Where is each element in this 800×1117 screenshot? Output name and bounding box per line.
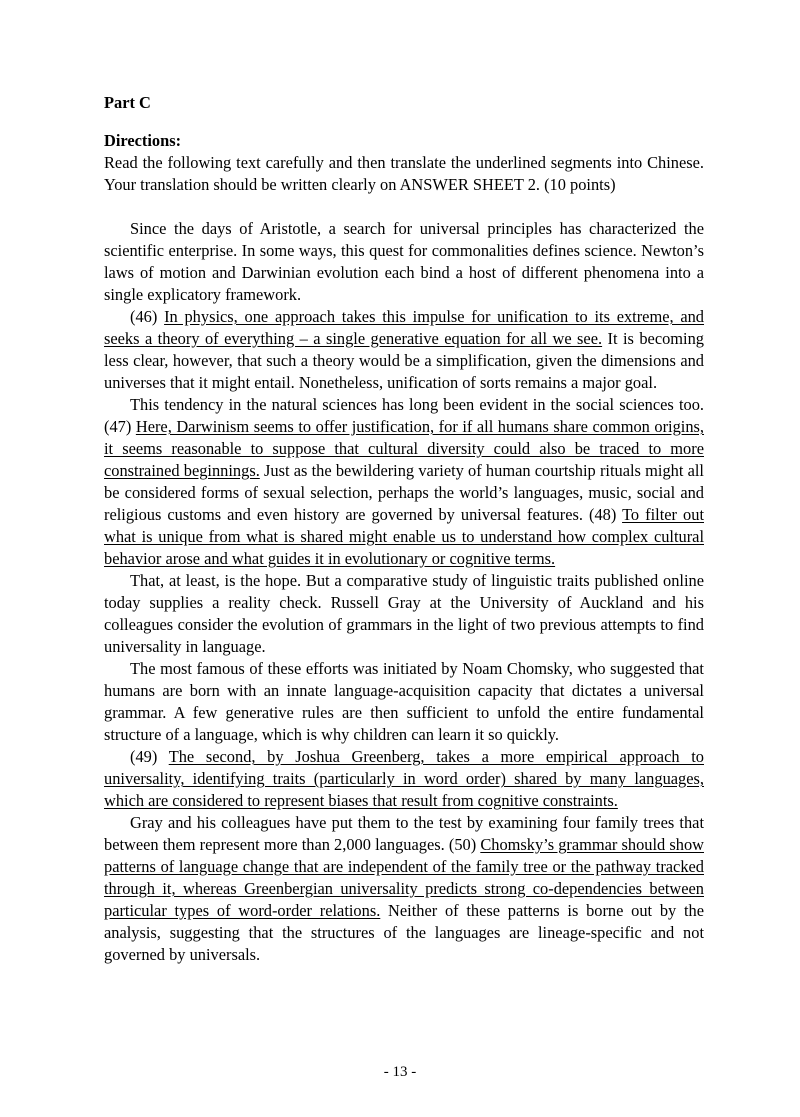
- paragraph-5: The most famous of these efforts was initiated by Noam Chomsky, who suggested that humans are born with an innate language-acquisition capacity that dictates a universal grammar. A few generative rules are then sufficient to unfold the entire fundamental structure of a language, which is why children can learn it so quickly.: [104, 659, 704, 744]
- underlined-segment-47: Here, Darwinism seems to offer justification, for if all humans share common origins, it seems reasonable to suppose that cultural diversity could also be traced to more constrained beginnings.: [104, 417, 705, 480]
- paragraph-47-48: [104, 394, 704, 570]
- paragraph-50-rest: Neither of these patterns is borne out by the analysis, suggesting that the structures of the languages are lineage-specific and not governed by universals.: [104, 901, 704, 964]
- paragraph-47-intro: This tendency in the natural sciences has long been evident in the social sciences too. (47): [104, 395, 704, 436]
- paragraph-1: Since the days of Aristotle, a search for universal principles has characterized the scientific enterprise. In some ways, this quest for commonalities defines science. Newton’s laws of motion and Darwinian evolution each bind a host of different phenomena into a single explicatory framework.: [104, 219, 704, 304]
- paragraph-46-rest: It is becoming less clear, however, that such a theory would be a simplification, given the dimensions and universes that it might entail. Nonetheless, unification of sorts remains a major goal.: [104, 329, 704, 392]
- document-page: [104, 92, 704, 966]
- paragraph-4: That, at least, is the hope. But a comparative study of linguistic traits published online today supplies a reality check. Russell Gray at the University of Auckland and his colleagues consider the evolution of grammars in the light of two previous attempts to find universality in language.: [104, 571, 704, 656]
- paragraph-48-intro: Just as the bewildering variety of human courtship rituals might all be considered forms of sexual selection, perhaps the world’s languages, music, social and religious customs and even history are governed by universal features. (48): [104, 461, 704, 524]
- underlined-segment-46: In physics, one approach takes this impulse for unification to its extreme, and seeks a theory of everything – a single generative equation for all we see.: [104, 307, 705, 348]
- underlined-segment-49: The second, by Joshua Greenberg, takes a more empirical approach to universality, identifying traits (particularly in word order) shared by many languages, which are considered to represent biases that result from cognitive constraints.: [104, 747, 704, 810]
- paragraph-50-intro: Gray and his colleagues have put them to the test by examining four family trees that between them represent more than 2,000 languages. (50): [104, 813, 704, 854]
- directions-text: Read the following text carefully and then translate the underlined segments into Chinese. Your translation should be written clearly on ANSWER SHEET 2. (10 points): [104, 153, 704, 194]
- page-number: - 13 -: [383, 1064, 417, 1080]
- question-number-49: (49): [130, 747, 169, 766]
- part-title: Part C: [104, 93, 151, 112]
- paragraph-49: [104, 746, 704, 812]
- directions-heading: Directions:: [104, 131, 182, 150]
- question-number-46: (46): [130, 307, 165, 326]
- underlined-segment-50: Chomsky’s grammar should show patterns of language change that are independent of the family tree or the pathway tracked through it, whereas Greenbergian universality predicts strong co-dependencies between particular types of word-order relations.: [104, 835, 704, 920]
- paragraph-50: [104, 812, 704, 966]
- paragraph-46: [104, 306, 704, 394]
- underlined-segment-48: To filter out what is unique from what is shared might enable us to understand how complex cultural behavior arose and what guides it in evolutionary or cognitive terms.: [104, 505, 704, 568]
